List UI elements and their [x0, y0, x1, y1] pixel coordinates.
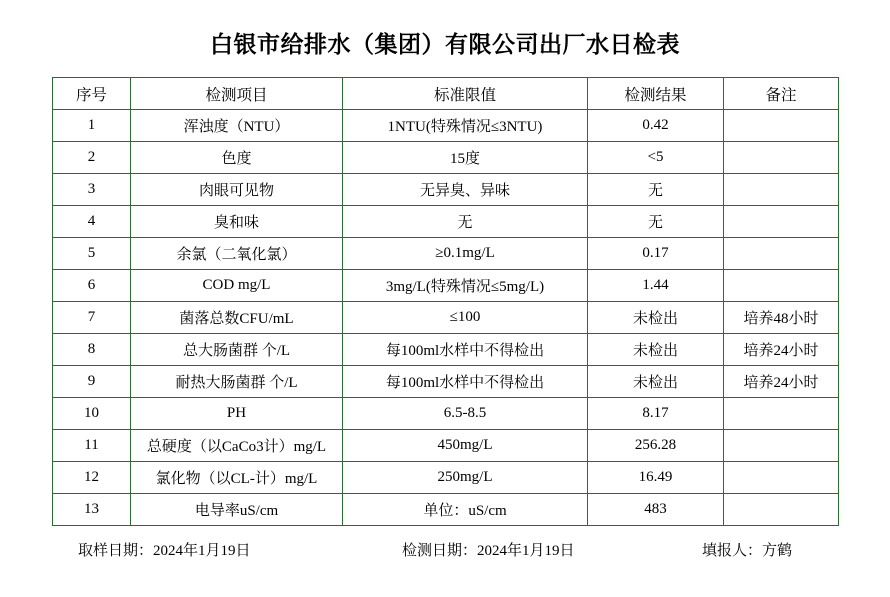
table-row — [53, 238, 839, 270]
cell-no: 4 — [53, 206, 131, 238]
table-row — [53, 174, 839, 206]
cell-no: 2 — [53, 142, 131, 174]
reporter-label: 填报人：方鹤 — [702, 543, 793, 559]
table-row — [53, 110, 839, 142]
cell-item: 肉眼可见物 — [131, 174, 343, 206]
cell-no: 5 — [53, 238, 131, 270]
cell-remark — [724, 270, 839, 302]
cell-remark — [724, 110, 839, 142]
cell-limit: 单位：uS/cm — [343, 494, 588, 526]
report-table-wrapper — [0, 77, 890, 526]
cell-no: 8 — [53, 334, 131, 366]
column-header-no: 序号 — [53, 78, 131, 110]
table-row — [53, 494, 839, 526]
table-row — [53, 334, 839, 366]
test-date-label: 检测日期：2024年1月19日 — [402, 543, 575, 559]
page-title: 白银市给排水（集团）有限公司出厂水日检表 — [210, 32, 680, 57]
table-row — [53, 462, 839, 494]
cell-limit: 每100ml水样中不得检出 — [343, 366, 588, 398]
cell-remark — [724, 206, 839, 238]
cell-item: 浑浊度（NTU） — [131, 110, 343, 142]
cell-limit: 15度 — [343, 142, 588, 174]
cell-item: 电导率uS/cm — [131, 494, 343, 526]
cell-remark — [724, 494, 839, 526]
cell-no: 11 — [53, 430, 131, 462]
cell-limit: 3mg/L(特殊情况≤5mg/L) — [343, 270, 588, 302]
document-footer — [0, 526, 890, 560]
cell-no: 1 — [53, 110, 131, 142]
column-header-result: 检测结果 — [588, 78, 724, 110]
cell-item: 菌落总数CFU/mL — [131, 302, 343, 334]
cell-remark — [724, 174, 839, 206]
cell-result: 483 — [588, 494, 724, 526]
cell-remark — [724, 430, 839, 462]
cell-no: 10 — [53, 398, 131, 430]
cell-item: 氯化物（以CL-计）mg/L — [131, 462, 343, 494]
cell-item: 余氯（二氧化氯） — [131, 238, 343, 270]
cell-result: <5 — [588, 142, 724, 174]
cell-limit: 无 — [343, 206, 588, 238]
table-row — [53, 366, 839, 398]
cell-limit: 每100ml水样中不得检出 — [343, 334, 588, 366]
cell-remark — [724, 462, 839, 494]
cell-no: 6 — [53, 270, 131, 302]
cell-no: 3 — [53, 174, 131, 206]
cell-result: 0.42 — [588, 110, 724, 142]
cell-item: 总硬度（以CaCo3计）mg/L — [131, 430, 343, 462]
cell-result: 256.28 — [588, 430, 724, 462]
cell-item: PH — [131, 398, 343, 430]
cell-item: 臭和味 — [131, 206, 343, 238]
column-header-limit: 标准限值 — [343, 78, 588, 110]
cell-no: 9 — [53, 366, 131, 398]
cell-result: 1.44 — [588, 270, 724, 302]
cell-item: 色度 — [131, 142, 343, 174]
cell-remark — [724, 238, 839, 270]
cell-limit: ≥0.1mg/L — [343, 238, 588, 270]
table-row — [53, 398, 839, 430]
table-row — [53, 206, 839, 238]
cell-result: 8.17 — [588, 398, 724, 430]
cell-item: 耐热大肠菌群 个/L — [131, 366, 343, 398]
table-row — [53, 302, 839, 334]
cell-remark: 培养24小时 — [724, 334, 839, 366]
column-header-item: 检测项目 — [131, 78, 343, 110]
cell-remark: 培养24小时 — [724, 366, 839, 398]
cell-result: 无 — [588, 206, 724, 238]
cell-remark — [724, 142, 839, 174]
column-header-remark: 备注 — [724, 78, 839, 110]
cell-limit: 6.5-8.5 — [343, 398, 588, 430]
cell-limit: ≤100 — [343, 302, 588, 334]
cell-no: 12 — [53, 462, 131, 494]
water-quality-table — [52, 77, 839, 526]
cell-result: 未检出 — [588, 334, 724, 366]
cell-limit: 250mg/L — [343, 462, 588, 494]
cell-no: 7 — [53, 302, 131, 334]
sample-date-label: 取样日期：2024年1月19日 — [78, 543, 251, 559]
cell-limit: 450mg/L — [343, 430, 588, 462]
cell-item: COD mg/L — [131, 270, 343, 302]
cell-result: 0.17 — [588, 238, 724, 270]
cell-no: 13 — [53, 494, 131, 526]
cell-limit: 1NTU(特殊情况≤3NTU) — [343, 110, 588, 142]
cell-result: 无 — [588, 174, 724, 206]
cell-item: 总大肠菌群 个/L — [131, 334, 343, 366]
table-row — [53, 142, 839, 174]
cell-remark — [724, 398, 839, 430]
cell-result: 未检出 — [588, 366, 724, 398]
table-row — [53, 430, 839, 462]
cell-result: 未检出 — [588, 302, 724, 334]
table-row — [53, 270, 839, 302]
cell-result: 16.49 — [588, 462, 724, 494]
cell-remark: 培养48小时 — [724, 302, 839, 334]
cell-limit: 无异臭、异味 — [343, 174, 588, 206]
table-header-row — [53, 78, 839, 110]
